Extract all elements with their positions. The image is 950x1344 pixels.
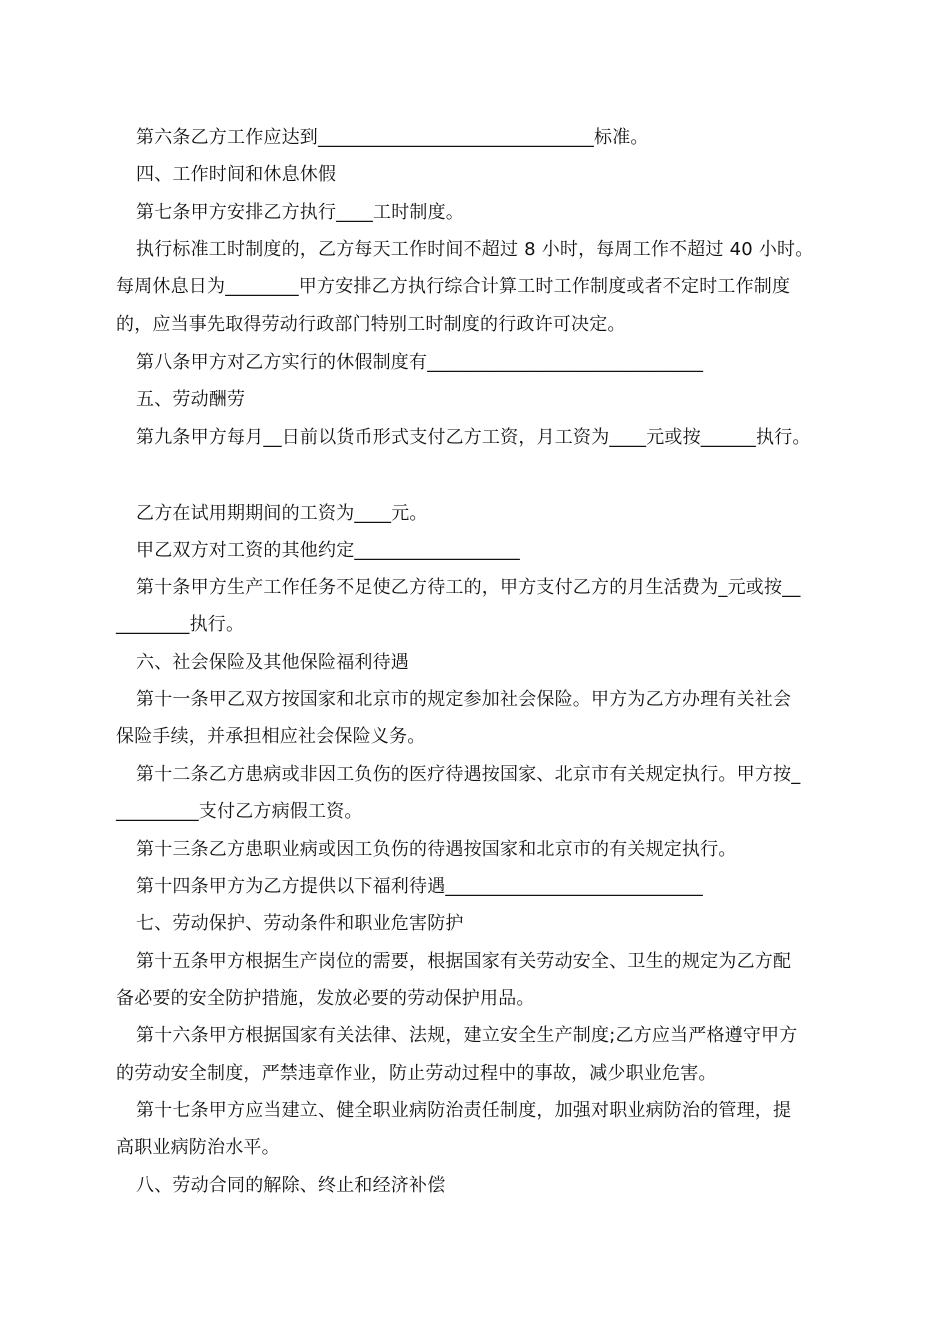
article-17-line-1: 第十七条甲方应当建立、健全职业病防治责任制度，加强对职业病防治的管理，提 — [136, 1100, 792, 1121]
article-10-line-2: ________执行。 — [116, 614, 245, 635]
standard-hours-paragraph-line-1: 执行标准工时制度的，乙方每天工作时间不超过 8 小时，每周工作不超过 40 小时。 — [136, 239, 814, 260]
section-7-heading: 七、劳动保护、劳动条件和职业危害防护 — [136, 913, 464, 934]
section-5-heading: 五、劳动酬劳 — [136, 389, 246, 410]
article-10-line-1: 第十条甲方生产工作任务不足使乙方待工的，甲方支付乙方的月生活费为_元或按__ — [136, 577, 801, 598]
article-13: 第十三条乙方患职业病或因工负伤的待遇按国家和北京市的有关规定执行。 — [136, 839, 737, 860]
article-14: 第十四条甲方为乙方提供以下福利待遇____________________________ — [136, 876, 703, 897]
standard-hours-paragraph-line-3: 的，应当事先取得劳动行政部门特别工时制度的行政许可决定。 — [116, 314, 626, 335]
other-wage-agreement: 甲乙双方对工资的其他约定__________________ — [136, 540, 520, 561]
article-9: 第九条甲方每月__日前以货币形式支付乙方工资，月工资为____元或按______执行。 — [136, 427, 811, 448]
article-16-line-1: 第十六条甲方根据国家有关法律、法规，建立安全生产制度;乙方应当严格遵守甲方 — [136, 1025, 798, 1046]
section-6-heading: 六、社会保险及其他保险福利待遇 — [136, 652, 409, 673]
probation-wage: 乙方在试用期期间的工资为____元。 — [136, 503, 428, 524]
article-12-line-1: 第十二条乙方患病或非因工负伤的医疗待遇按国家、北京市有关规定执行。甲方按_ — [136, 764, 801, 785]
article-8: 第八条甲方对乙方实行的休假制度有______________________________ — [136, 352, 704, 373]
article-6: 第六条乙方工作应达到______________________________标准。 — [136, 127, 649, 148]
article-15-line-1: 第十五条甲方根据生产岗位的需要，根据国家有关劳动安全、卫生的规定为乙方配 — [136, 951, 792, 972]
article-7: 第七条甲方安排乙方执行____工时制度。 — [136, 202, 464, 223]
article-15-line-2: 备必要的安全防护措施，发放必要的劳动保护用品。 — [116, 988, 535, 1009]
article-11-line-1: 第十一条甲乙双方按国家和北京市的规定参加社会保险。甲方为乙方办理有关社会 — [136, 689, 792, 710]
article-17-line-2: 高职业病防治水平。 — [116, 1137, 280, 1158]
section-8-heading: 八、劳动合同的解除、终止和经济补偿 — [136, 1175, 446, 1196]
article-11-line-2: 保险手续，并承担相应社会保险义务。 — [116, 726, 426, 747]
standard-hours-paragraph-line-2: 每周休息日为________甲方安排乙方执行综合计算工时工作制度或者不定时工作制度 — [116, 276, 791, 297]
article-12-line-2: _________支付乙方病假工资。 — [116, 801, 363, 822]
section-4-heading: 四、工作时间和休息休假 — [136, 164, 337, 185]
article-16-line-2: 的劳动安全制度，严禁违章作业，防止劳动过程中的事故，减少职业危害。 — [116, 1063, 717, 1084]
